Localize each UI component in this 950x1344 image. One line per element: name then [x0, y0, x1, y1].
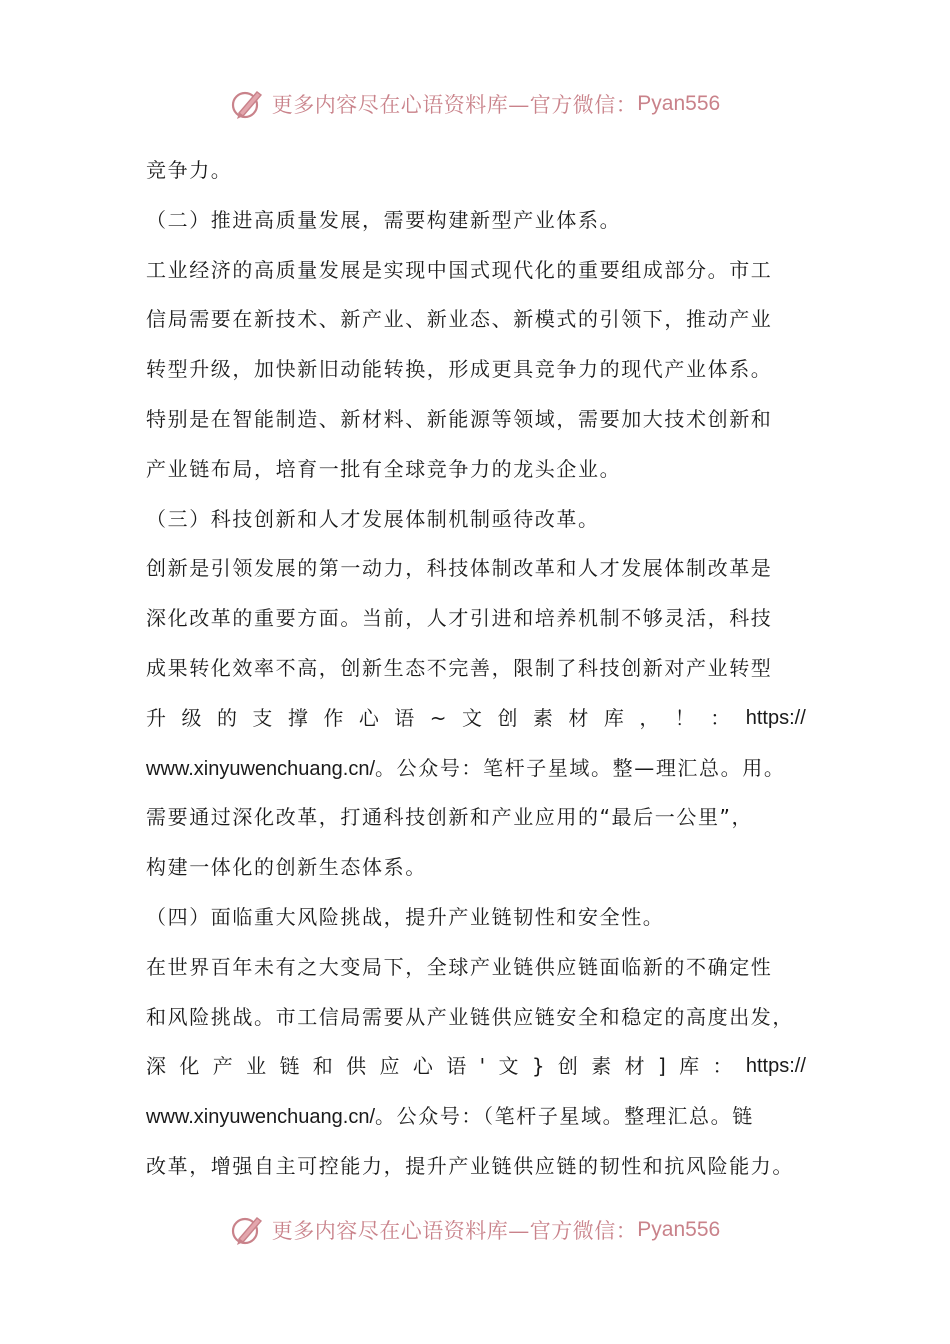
- spread-token: 业: [246, 1054, 267, 1079]
- spread-token: https://: [745, 1055, 806, 1078]
- text-line: 竞争力。: [146, 158, 233, 182]
- text-line: 需要通过深化改革，打通科技创新和产业应用的“最后一公里”，: [146, 805, 754, 830]
- section-heading: （三）科技创新和人才发展体制机制亟待改革。: [146, 506, 600, 531]
- spread-token: 材: [624, 1054, 645, 1079]
- banner-contact: Pyan556: [637, 92, 721, 115]
- url-line: [146, 744, 806, 794]
- url-tail-text: 。公众号：（笔杆子星域。整理汇总。链: [375, 1104, 754, 1129]
- spread-line: [146, 694, 806, 744]
- spread-token: 心: [412, 1054, 433, 1079]
- url-text: www.xinyuwenchuang.cn/: [146, 1106, 376, 1129]
- section-heading: （二）推进高质量发展，需要构建新型产业体系。: [146, 207, 622, 232]
- spread-token: 素: [591, 1054, 612, 1079]
- banner-text: 更多内容尽在心语资料库—官方微信：: [271, 93, 638, 117]
- text-line: 深化改革的重要方面。当前，人才引进和培养机制不够灵活，科技: [146, 606, 773, 631]
- spread-token: 作: [323, 705, 344, 730]
- text-line: 转型升级，加快新旧动能转换，形成更具竞争力的现代产业体系。: [146, 357, 773, 382]
- spread-token: 语: [446, 1054, 467, 1079]
- spread-token: 素: [532, 705, 553, 730]
- text-line: 改革，增强自主可控能力，提升产业链供应链的韧性和抗风险能力。: [146, 1153, 794, 1178]
- spread-token: 材: [568, 705, 589, 730]
- text-line: 特别是在智能制造、新材料、新能源等领域，需要加大技术创新和: [146, 406, 773, 431]
- spread-token: ：: [712, 1054, 733, 1079]
- spread-token: 链: [279, 1054, 300, 1079]
- banner-text: 更多内容尽在心语资料库—官方微信：: [271, 1219, 638, 1243]
- spread-token: 库: [603, 705, 624, 730]
- footer-banner: [0, 1210, 950, 1250]
- spread-token: 支: [252, 705, 273, 730]
- spread-token: 的: [216, 705, 237, 730]
- url-line: [146, 1092, 806, 1142]
- text-line: 在世界百年未有之大变局下，全球产业链供应链面临新的不确定性: [146, 954, 773, 979]
- banner-contact: Pyan556: [637, 1218, 721, 1241]
- spread-token: ：: [710, 705, 731, 730]
- spread-token: 语: [394, 705, 415, 730]
- spread-line: [146, 1042, 806, 1092]
- spread-token: https://: [745, 706, 806, 729]
- header-banner: [0, 84, 950, 124]
- text-line: 创新是引领发展的第一动力，科技体制改革和人才发展体制改革是: [146, 556, 773, 581]
- spread-token: 文: [461, 705, 482, 730]
- url-tail-text: 。公众号：笔杆子星域。整—理汇总。用。: [375, 755, 786, 780]
- spread-token: 化: [179, 1054, 200, 1079]
- spread-token: ！: [674, 705, 695, 730]
- text-line: 和风险挑战。市工信局需要从产业链供应链安全和稳定的高度出发，: [146, 1004, 794, 1029]
- spread-token: 库: [679, 1054, 700, 1079]
- spread-token: 产: [212, 1054, 233, 1079]
- spread-token: 心: [358, 705, 379, 730]
- spread-token: 创: [557, 1054, 578, 1079]
- text-line: 成果转化效率不高，创新生态不完善，限制了科技创新对产业转型: [146, 655, 773, 680]
- text-line: 产业链布局，培育一批有全球竞争力的龙头企业。: [146, 456, 622, 481]
- spread-token: 级: [181, 705, 202, 730]
- spread-token: 和: [312, 1054, 333, 1079]
- section-heading: （四）面临重大风险挑战，提升产业链韧性和安全性。: [146, 904, 665, 929]
- url-text: www.xinyuwenchuang.cn/: [146, 757, 376, 780]
- spread-token: ]: [657, 1054, 666, 1079]
- spread-token: 深: [146, 1054, 166, 1079]
- spread-token: 应: [379, 1054, 400, 1079]
- spread-token: }: [531, 1054, 545, 1079]
- pen-logo-icon: [230, 1212, 266, 1248]
- spread-token: 升: [146, 705, 166, 730]
- spread-token: ，: [639, 705, 660, 730]
- spread-token: 文: [498, 1054, 519, 1079]
- spread-token: 撑: [287, 705, 308, 730]
- pen-logo-icon: [230, 86, 266, 122]
- text-line: 信局需要在新技术、新产业、新业态、新模式的引领下，推动产业: [146, 307, 773, 332]
- text-line: 构建一体化的创新生态体系。: [146, 855, 427, 880]
- text-line: 工业经济的高质量发展是实现中国式现代化的重要组成部分。市工: [146, 257, 773, 282]
- spread-token: 供: [346, 1054, 367, 1079]
- spread-token: ': [479, 1054, 486, 1079]
- spread-token: 创: [497, 705, 518, 730]
- document-body: [146, 146, 806, 1192]
- spread-token: ~: [429, 705, 447, 730]
